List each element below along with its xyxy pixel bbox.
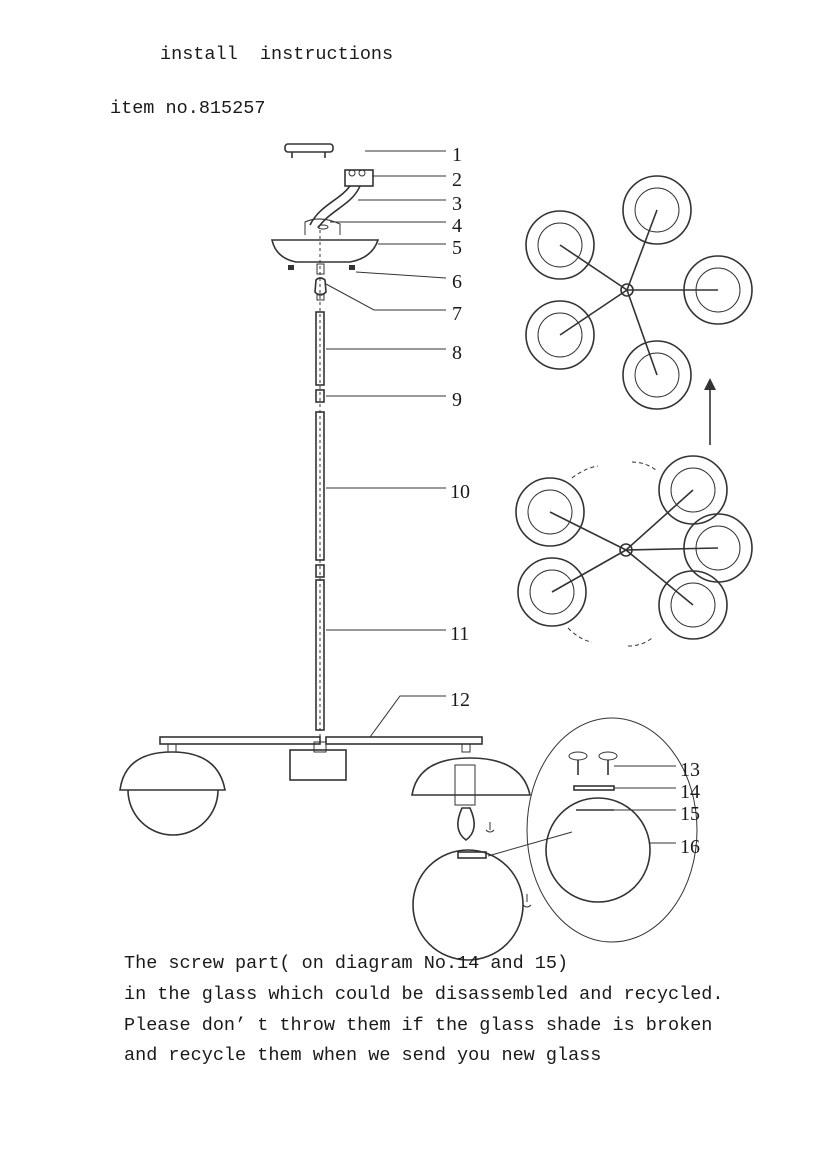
part-label-16: 16 <box>680 836 700 858</box>
detail-callout <box>488 718 697 942</box>
note-line-2: in the glass which could be disassembled and recycled. <box>124 984 724 1005</box>
part-terminal-block <box>345 170 373 186</box>
top-view-initial <box>516 456 752 646</box>
left-shade-globe <box>120 752 225 835</box>
part-label-8: 8 <box>452 342 462 364</box>
part-label-13: 13 <box>680 759 700 781</box>
part-label-6: 6 <box>452 271 462 293</box>
leader-lines <box>326 151 676 843</box>
part-label-7: 7 <box>452 303 462 325</box>
part-ceiling-plate <box>285 144 333 158</box>
part-labels <box>450 144 700 858</box>
part-label-15: 15 <box>680 803 700 825</box>
right-shade-globe <box>412 758 531 960</box>
part-canopy <box>272 240 378 262</box>
arrow-up-icon <box>704 378 716 445</box>
part-label-2: 2 <box>452 169 462 191</box>
part-label-9: 9 <box>452 389 462 411</box>
note-line-1: The screw part( on diagram No.14 and 15) <box>124 953 569 974</box>
document-title: install instructions <box>160 44 394 65</box>
bulb <box>458 808 474 840</box>
part-arms <box>160 737 482 780</box>
part-label-10: 10 <box>450 481 470 503</box>
part-label-12: 12 <box>450 689 470 711</box>
part-label-1: 1 <box>452 144 462 166</box>
item-number: item no.815257 <box>110 98 266 119</box>
part-label-11: 11 <box>450 623 470 645</box>
part-label-4: 4 <box>452 215 462 237</box>
note-line-4: and recycle them when we send you new glass <box>124 1045 602 1066</box>
part-label-3: 3 <box>452 193 462 215</box>
part-label-14: 14 <box>680 781 700 803</box>
top-view-final <box>526 176 752 409</box>
part-label-5: 5 <box>452 237 462 259</box>
note-line-3: Please don’ t throw them if the glass shade is broken <box>124 1015 713 1036</box>
part-canopy-screws <box>288 264 355 274</box>
